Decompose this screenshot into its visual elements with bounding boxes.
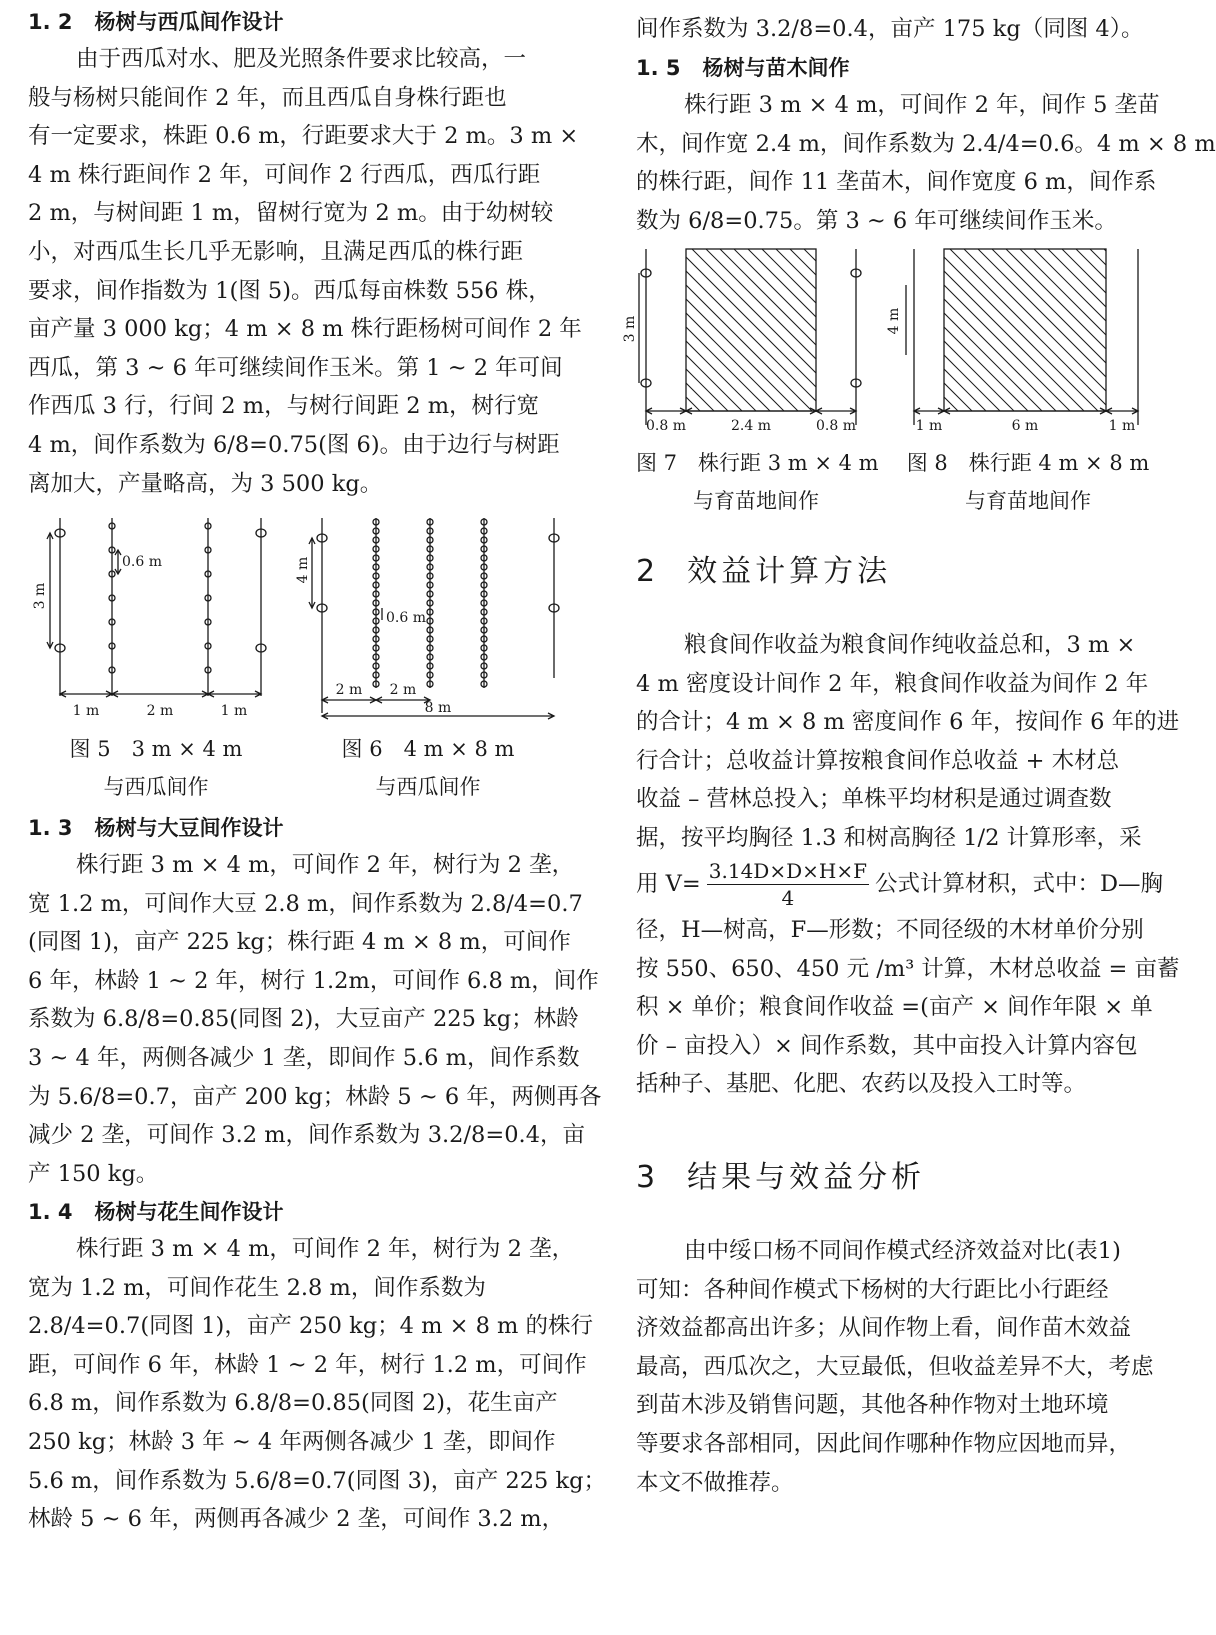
text-line: 径，H—树高，F—形数；不同径级的木材单价分别 <box>636 917 1144 944</box>
label-0-6m: 0.6 m <box>386 610 426 626</box>
caption-line: 图 5 3 m × 4 m <box>69 737 243 761</box>
text-line: 济效益都高出许多；从间作物上看，间作苗木效益 <box>636 1315 1132 1342</box>
text-line: (同图 1)，亩产 225 kg；株行距 4 m × 8 m，可间作 <box>28 929 571 956</box>
section-number: 2 <box>636 554 660 589</box>
text-line: 的株行距，间作 11 垄苗木，间作宽度 6 m，间作系 <box>636 169 1157 196</box>
text-line: 株行距 3 m × 4 m，可间作 2 年，树行为 2 垄， <box>76 1236 575 1262</box>
text-line: 250 kg；林龄 3 年 ~ 4 年两侧各减少 1 垄，即间作 <box>28 1428 556 1455</box>
text-line: 宽 1.2 m，可间作大豆 2.8 m，间作系数为 2.8/4=0.7 <box>28 890 583 917</box>
section-1-4 <box>28 1194 607 1539</box>
label-1m-right: 1 m <box>1108 418 1136 434</box>
text-line: 产 150 kg。 <box>28 1160 159 1187</box>
text-line: 宽为 1.2 m，可间作花生 2.8 m，间作系数为 <box>28 1274 486 1301</box>
text-line: 有一定要求，株距 0.6 m，行距要求大于 2 m。3 m × <box>28 123 579 150</box>
label-2m: 2 m <box>146 703 174 719</box>
label-1m-right: 1 m <box>220 703 248 719</box>
figure-5-caption <box>56 730 256 806</box>
nursery-area <box>944 249 1106 411</box>
figure-5-diagram <box>28 508 278 728</box>
text-line: 价 – 亩投入）× 间作系数，其中亩投入计算内容包 <box>636 1032 1138 1059</box>
caption-line: 图 7 株行距 3 m × 4 m <box>636 451 879 475</box>
section-title: 杨树与花生间作设计 <box>94 1200 284 1224</box>
section-number: 3 <box>636 1160 660 1195</box>
section-heading <box>636 1152 1176 1196</box>
text-line: 4 m，间作系数为 6/8=0.75(图 6)。由于边行与树距 <box>28 431 560 458</box>
caption-line: 图 8 株行距 4 m × 8 m <box>906 451 1150 475</box>
paragraph <box>636 911 1180 1104</box>
section-number: 1. 3 <box>28 816 73 840</box>
nursery-area <box>686 249 816 411</box>
paragraph <box>636 1232 1176 1502</box>
hatch-line <box>1090 249 1216 411</box>
label-2m-left: 2 m <box>335 682 363 698</box>
text-line: 为 5.6/8=0.7，亩产 200 kg；林龄 5 ~ 6 年，两侧再各 <box>28 1083 602 1110</box>
section-3 <box>636 1152 1176 1502</box>
section-title: 杨树与大豆间作设计 <box>94 816 284 840</box>
text-line: 西瓜，第 3 ~ 6 年可继续间作玉米。第 1 ~ 2 年可间 <box>28 354 563 381</box>
label-2m-right: 2 m <box>389 682 417 698</box>
text-line: 据，按平均胸径 1.3 和树高胸径 1/2 计算形率，采 <box>636 824 1142 851</box>
paragraph <box>636 626 1180 858</box>
formula-denominator: 4 <box>781 886 795 911</box>
text-line: 本文不做推荐。 <box>636 1469 794 1496</box>
section-number: 1. 5 <box>636 56 681 80</box>
label-3m: 3 m <box>622 315 638 343</box>
text-line: 数为 6/8=0.75。第 3 ~ 6 年可继续间作玉米。 <box>636 207 1117 234</box>
label-0-6m: 0.6 m <box>122 554 162 570</box>
text-line: 减少 2 垄，可间作 3.2 m，间作系数为 3.2/8=0.4，亩 <box>28 1122 586 1149</box>
text-line: 离加大，产量略高，为 3 500 kg。 <box>28 470 383 497</box>
text-line: 按 550、650、450 元 /m³ 计算，木材总收益 = 亩蓄 <box>636 955 1180 982</box>
text-line: 般与杨树只能间作 2 年，而且西瓜自身株行距也 <box>28 84 507 111</box>
label-1m-left: 1 m <box>72 703 100 719</box>
label-2-4m: 2.4 m <box>731 418 771 434</box>
hatch-line <box>1104 249 1216 411</box>
formula-numerator: 3.14D×D×H×F <box>708 859 867 884</box>
text-line: 可知：各种间作模式下杨树的大行距比小行距经 <box>636 1276 1109 1303</box>
text-line: 株行距 3 m × 4 m，可间作 2 年，树行为 2 垄， <box>76 852 575 878</box>
section-number: 1. 2 <box>28 10 73 34</box>
caption-line: 与育苗地间作 <box>965 489 1091 513</box>
text-line: 4 m 株行距间作 2 年，可间作 2 行西瓜，西瓜行距 <box>28 161 541 188</box>
section-1-5 <box>636 50 1216 240</box>
caption-line: 图 6 4 m × 8 m <box>341 737 515 761</box>
figure-7-caption <box>636 444 879 520</box>
section-number: 1. 4 <box>28 1200 73 1224</box>
formula-suffix: 公式计算材积，式中：D—胸 <box>874 870 1164 897</box>
text-line: 6 年，林龄 1 ~ 2 年，树行 1.2m，可间作 6.8 m，间作 <box>28 967 599 994</box>
label-6m: 6 m <box>1011 418 1039 434</box>
section-heading <box>28 1194 568 1230</box>
section-heading <box>28 4 568 40</box>
section-title: 杨树与西瓜间作设计 <box>94 10 284 34</box>
figure-6-caption <box>328 730 528 806</box>
formula-fraction <box>707 858 869 911</box>
text-line: 距，可间作 6 年，林龄 1 ~ 2 年，树行 1.2 m，可间作 <box>28 1351 587 1378</box>
section-heading <box>636 546 1176 590</box>
text-line: 最高，西瓜次之，大豆最低，但收益差异不大，考虑 <box>636 1353 1154 1380</box>
section-1-2 <box>28 4 582 503</box>
section-heading <box>636 50 1176 86</box>
paragraph <box>636 86 1216 240</box>
text-line: 4 m 密度设计间作 2 年，粮食间作收益为间作 2 年 <box>636 670 1149 697</box>
label-4m: 4 m <box>886 307 902 335</box>
text-line: 间作系数为 3.2/8=0.4，亩产 175 kg（同图 4）。 <box>636 16 1144 42</box>
text-line: 3 ~ 4 年，两侧各减少 1 垄，即间作 5.6 m，间作系数 <box>28 1044 580 1071</box>
text-line: 5.6 m，间作系数为 5.6/8=0.7(同图 3)，亩产 225 kg； <box>28 1467 607 1494</box>
label-8m: 8 m <box>424 700 452 716</box>
label-0-8m-right: 0.8 m <box>816 418 856 434</box>
text-line: 由于西瓜对水、肥及光照条件要求比较高，一 <box>76 46 527 72</box>
section-2 <box>636 546 1180 1104</box>
text-line: 2 m，与树间距 1 m，留树行宽为 2 m。由于幼树较 <box>28 200 554 227</box>
text-line: 粮食间作收益为粮食间作纯收益总和，3 m × <box>684 632 1136 658</box>
text-line: 行合计；总收益计算按粮食间作总收益 + 木材总 <box>636 747 1120 774</box>
figure-7-diagram <box>622 245 876 440</box>
label-3m: 3 m <box>32 582 48 610</box>
hatch-line <box>1062 249 1216 411</box>
text-line: 2.8/4=0.7(同图 1)，亩产 250 kg；4 m × 8 m 的株行 <box>28 1313 594 1340</box>
text-line: 要求，间作指数为 1(图 5)。西瓜每亩株数 556 株， <box>28 277 551 304</box>
text-line: 木，间作宽 2.4 m，间作系数为 2.4/4=0.6。4 m × 8 m <box>636 130 1216 157</box>
hatch-line <box>1076 249 1216 411</box>
section-title: 结果与效益分析 <box>687 1160 926 1195</box>
text-line: 亩产量 3 000 kg；4 m × 8 m 株行距杨树可间作 2 年 <box>28 316 582 343</box>
figure-8-caption <box>898 444 1158 520</box>
section-title: 效益计算方法 <box>687 554 892 589</box>
text-line: 林龄 5 ~ 6 年，两侧再各减少 2 垄，可间作 3.2 m， <box>28 1506 565 1533</box>
figure-8-diagram <box>886 245 1158 440</box>
label-4m: 4 m <box>295 556 311 584</box>
text-line: 作西瓜 3 行，行间 2 m，与树行间距 2 m，树行宽 <box>28 393 540 420</box>
text-line: 括种子、基肥、化肥、农药以及投入工时等。 <box>636 1071 1087 1098</box>
continued-paragraph <box>636 10 1176 49</box>
figure-6-diagram <box>294 508 574 728</box>
caption-line: 与西瓜间作 <box>375 775 481 799</box>
paragraph <box>28 40 582 503</box>
text-line: 等要求各部相同，因此间作哪种作物应因地而异， <box>636 1430 1132 1457</box>
paragraph <box>28 1230 607 1539</box>
text-line: 积 × 单价；粮食间作收益 =(亩产 × 间作年限 × 单 <box>636 994 1153 1021</box>
text-line: 收益 – 营林总投入；单株平均材积是通过调查数 <box>636 786 1112 813</box>
text-line: 株行距 3 m × 4 m，可间作 2 年，间作 5 垄苗 <box>684 92 1160 118</box>
text-line: 小，对西瓜生长几乎无影响，且满足西瓜的株行距 <box>28 238 524 265</box>
label-0-8m-left: 0.8 m <box>646 418 686 434</box>
text-line: 到苗木涉及销售问题，其他各种作物对土地环境 <box>636 1392 1109 1419</box>
section-heading <box>28 810 568 846</box>
label-1m-left: 1 m <box>915 418 943 434</box>
paragraph <box>28 846 602 1193</box>
section-title: 杨树与苗木间作 <box>702 56 850 80</box>
caption-line: 与西瓜间作 <box>103 775 209 799</box>
text-line: 6.8 m，间作系数为 6.8/8=0.85(同图 2)，花生亩产 <box>28 1390 558 1417</box>
section-1-3 <box>28 810 602 1193</box>
caption-line: 与育苗地间作 <box>693 489 819 513</box>
text-line: 的合计；4 m × 8 m 密度间作 6 年，按间作 6 年的进 <box>636 709 1180 736</box>
text-line: 系数为 6.8/8=0.85(同图 2)，大豆亩产 225 kg；林龄 <box>28 1006 579 1033</box>
formula-prefix: 用 V= <box>636 870 701 897</box>
formula-line <box>636 858 1176 912</box>
text-line: 由中绥口杨不同间作模式经济效益对比(表1) <box>684 1238 1121 1264</box>
